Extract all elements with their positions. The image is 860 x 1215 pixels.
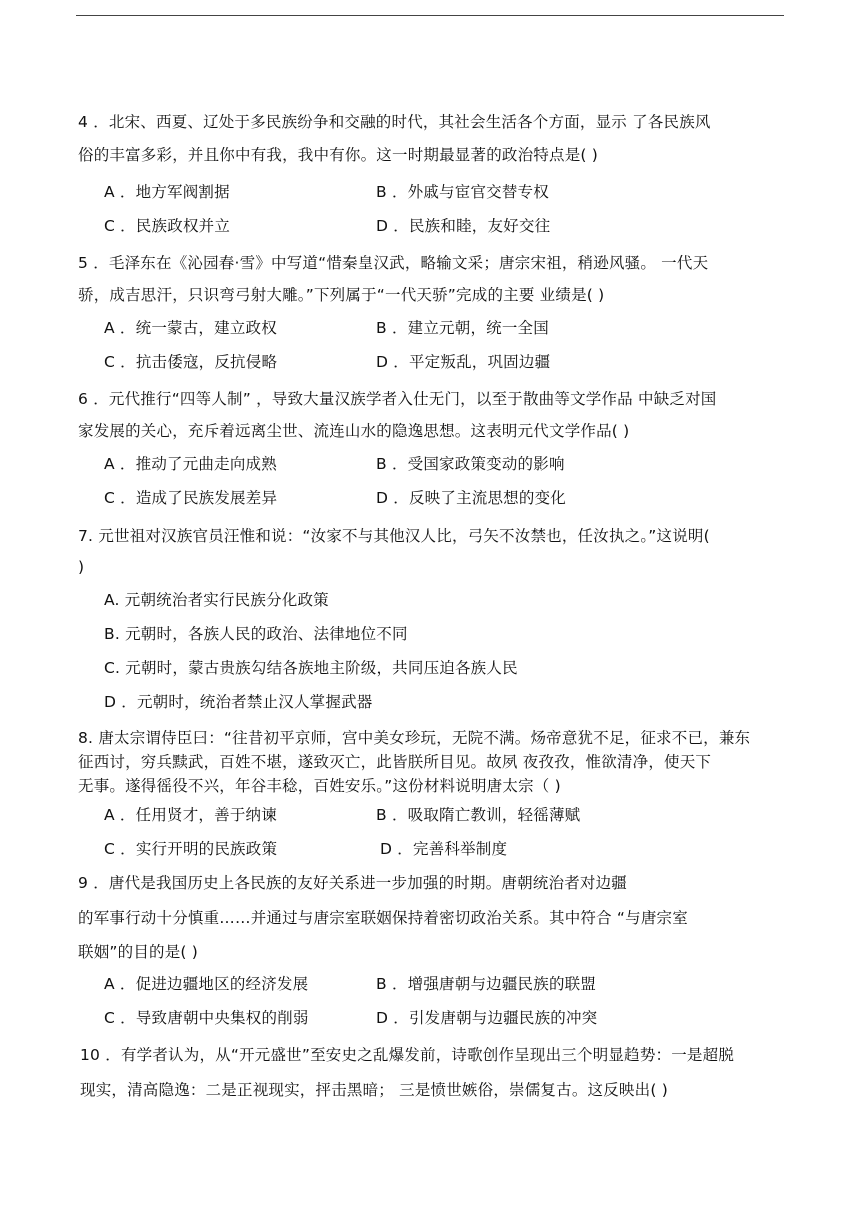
question-4-option-b: B ．外戚与宦官交替专权: [376, 183, 549, 201]
question-6-option-b: B ．受国家政策变动的影响: [376, 455, 565, 473]
question-9-option-d: D ．引发唐朝与边疆民族的冲突: [376, 1009, 598, 1027]
question-9-line-2: 的军事行动十分慎重……并通过与唐宗室联姻保持着密切政治关系。其中符合 “与唐宗室: [78, 909, 688, 927]
question-7-line-1: 7. 元世祖对汉族官员汪惟和说：“汝家不与其他汉人比，弓矢不汝禁也，任汝执之。”这说明(: [78, 527, 710, 545]
question-8-option-d: D ．完善科举制度: [380, 840, 508, 858]
question-6-option-d: D ．反映了主流思想的变化: [376, 489, 566, 507]
question-4-line-2: 俗的丰富多彩，并且你中有我，我中有你。这一时期最显著的政治特点是( ): [78, 146, 599, 164]
question-5-option-d: D ．平定叛乱，巩固边疆: [376, 353, 551, 371]
question-4-line-1: 4 ．北宋、西夏、辽处于多民族纷争和交融的时代，其社会生活各个方面，显示 了各民族风: [78, 113, 711, 131]
question-7-line-2: ): [78, 558, 85, 576]
question-8-option-c: C ．实行开明的民族政策: [104, 840, 278, 858]
question-7-option-a: A. 元朝统治者实行民族分化政策: [104, 591, 329, 609]
question-7-option-d: D ．元朝时，统治者禁止汉人掌握武器: [104, 693, 373, 711]
question-6-option-c: C ．造成了民族发展差异: [104, 489, 278, 507]
question-4-option-c: C ．民族政权并立: [104, 217, 231, 235]
question-4-option-a: A ．地方军阀割据: [104, 183, 230, 201]
question-9-option-b: B ．增强唐朝与边疆民族的联盟: [376, 975, 597, 993]
question-7-option-c: C. 元朝时，蒙古贵族勾结各族地主阶级，共同压迫各族人民: [104, 659, 518, 677]
question-6-line-1: 6 ．元代推行“四等人制” ，导致大量汉族学者入仕无门，以至于散曲等文学作品 中缺乏对国: [78, 390, 717, 408]
question-9-line-3: 联姻”的目的是( ): [78, 943, 199, 961]
question-6-line-2: 家发展的关心，充斥着远离尘世、流连山水的隐逸思想。这表明元代文学作品( ): [78, 422, 630, 440]
question-5-line-2: 骄，成吉思汗，只识弯弓射大雕。”下列属于“一代天骄”完成的主要 业绩是( ): [78, 286, 605, 304]
question-8-line-2: 征西讨，穷兵黩武，百姓不堪，遂致灭亡，此皆朕所目见。故夙 夜孜孜，惟欲清净，使天下: [78, 753, 712, 771]
question-5-option-b: B ．建立元朝，统一全国: [376, 319, 549, 337]
question-8-line-1: 8. 唐太宗谓侍臣曰：“往昔初平京师，宫中美女珍玩，无院不满。炀帝意犹不足，征求不已，兼东: [78, 729, 751, 747]
top-rule: [76, 15, 784, 16]
question-9-line-1: 9 ．唐代是我国历史上各民族的友好关系进一步加强的时期。唐朝统治者对边疆: [78, 874, 627, 892]
question-9-option-c: C ．导致唐朝中央集权的削弱: [104, 1009, 309, 1027]
question-8-option-b: B ．吸取隋亡教训，轻徭薄赋: [376, 806, 581, 824]
question-6-option-a: A ．推动了元曲走向成熟: [104, 455, 277, 473]
question-5-option-a: A ．统一蒙古，建立政权: [104, 319, 277, 337]
question-4-option-d: D ．民族和睦，友好交往: [376, 217, 551, 235]
question-8-line-3: 无事。遂得徭役不兴，年谷丰稔，百姓安乐。”这份材料说明唐太宗（ ): [78, 777, 561, 795]
question-7-option-b: B. 元朝时，各族人民的政治、法律地位不同: [104, 625, 408, 643]
question-5-line-1: 5 ．毛泽东在《沁园春·雪》中写道“惜秦皇汉武，略输文采；唐宗宋祖，稍逊风骚。 一代天: [78, 254, 709, 272]
question-10-line-2: 现实，清高隐逸：二是正视现实，抨击黑暗； 三是愤世嫉俗，崇儒复古。这反映出( ): [80, 1081, 668, 1099]
question-8-option-a: A ．任用贤才，善于纳谏: [104, 806, 277, 824]
question-5-option-c: C ．抗击倭寇，反抗侵略: [104, 353, 278, 371]
question-9-option-a: A ．促进边疆地区的经济发展: [104, 975, 309, 993]
question-10-line-1: 10 ．有学者认为，从“开元盛世”至安史之乱爆发前，诗歌创作呈现出三个明显趋势：一是超脱: [80, 1046, 735, 1064]
